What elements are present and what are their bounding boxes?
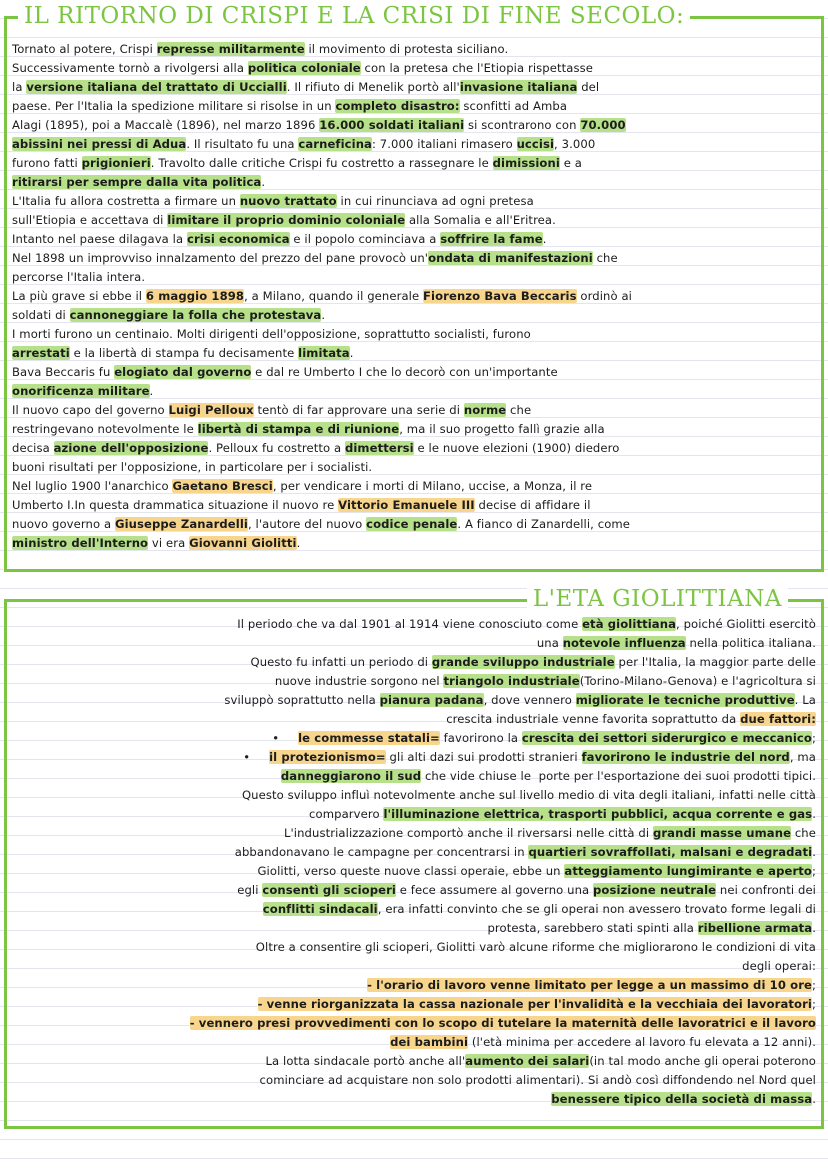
text-segment: e dal re Umberto I che lo decorò con un'importante [251, 365, 558, 379]
highlighted-text: crisi economica [186, 232, 290, 246]
highlighted-text: versione italiana del trattato di Uccialli [26, 80, 287, 94]
text-segment: decise di affidare il [474, 498, 591, 512]
highlighted-text: dimettersi [344, 441, 414, 455]
text-line [14, 729, 816, 748]
highlighted-text: Gaetano Bresci [172, 479, 273, 493]
text-line [12, 59, 816, 78]
highlighted-text: carneficina [298, 137, 372, 151]
text-line [12, 230, 816, 249]
text-segment: . Pelloux fu costretto a [208, 441, 345, 455]
text-segment: che [791, 826, 816, 840]
text-segment: , 3.000 [554, 137, 596, 151]
text-segment: • [272, 731, 299, 745]
text-segment: soldati di [12, 308, 70, 322]
highlighted-text: politica coloniale [247, 61, 361, 75]
text-segment: tentò di far approvare una serie di [253, 403, 464, 417]
text-segment: cominciare ad acquistare non solo prodotti alimentari). Si andò così diffondendo nel Nord quel [259, 1073, 816, 1087]
text-segment: e a [559, 156, 582, 170]
text-segment: ; [811, 731, 816, 745]
text-segment: . Il risultato fu una [186, 137, 299, 151]
text-segment: . [349, 346, 354, 360]
text-segment: (Torino-Milano-Genova) e l'agricoltura si [579, 674, 816, 688]
highlighted-text: favorirono le industrie del nord [581, 750, 790, 764]
highlighted-text: arrestati [12, 346, 70, 360]
text-segment: , ma [789, 750, 816, 764]
text-segment: con la pretesa che l'Etiopia rispettasse [360, 61, 594, 75]
highlighted-text: migliorate le tecniche produttive [575, 693, 795, 707]
text-line [12, 344, 816, 363]
text-line [14, 1090, 816, 1109]
text-segment: Umberto I.In questa drammatica situazione il nuovo re [12, 498, 339, 512]
text-segment: il movimento di protesta siciliano. [304, 42, 509, 56]
highlighted-text: azione dell'opposizione [53, 441, 209, 455]
highlighted-text: benessere tipico della società di massa [551, 1092, 813, 1106]
text-segment: , era infatti convinto che se gli operai non avessero trovato forme legali di [377, 902, 816, 916]
highlighted-text: Fiorenzo Bava Beccaris [423, 289, 577, 303]
highlighted-text: ministro dell'Interno [12, 536, 149, 550]
highlighted-text: nuovo trattato [239, 194, 337, 208]
text-segment: si scontrarono con [464, 118, 581, 132]
text-segment: , dove vennero [483, 693, 576, 707]
text-segment: alla Somalia e all'Eritrea. [405, 213, 556, 227]
text-line [14, 862, 816, 881]
text-line [12, 496, 816, 515]
highlighted-text: limitare il proprio dominio coloniale [167, 213, 406, 227]
text-segment: comparvero [309, 807, 384, 821]
text-segment: e le nuove elezioni (1900) diedero [413, 441, 620, 455]
highlighted-text: onorificenza militare [12, 384, 150, 398]
text-segment: ; [811, 864, 816, 878]
frame-dash [784, 599, 824, 602]
text-segment: . [149, 384, 154, 398]
text-segment: . [812, 921, 816, 935]
highlighted-text: conflitti sindacali [262, 902, 378, 916]
text-segment: percorse l'Italia intera. [12, 270, 146, 284]
text-line [14, 995, 816, 1014]
text-segment: , l'autore del nuovo [247, 517, 367, 531]
highlighted-text: cannoneggiare la folla che protestava [69, 308, 322, 322]
text-segment: Giolitti, verso queste nuove classi operaie, ebbe un [257, 864, 565, 878]
text-line [14, 786, 816, 805]
text-segment: (in tal modo anche gli operai poterono [589, 1054, 816, 1068]
text-line [12, 515, 816, 534]
text-segment: in cui rinunciava ad ogni pretesa [336, 194, 534, 208]
text-line [12, 135, 816, 154]
text-segment: e il popolo cominciava a [289, 232, 441, 246]
text-line [14, 748, 816, 767]
text-line [14, 691, 816, 710]
text-segment: La lotta sindacale portò anche all' [265, 1054, 466, 1068]
highlighted-text: danneggiarono il sud [280, 769, 422, 783]
highlighted-text: consentì gli scioperi [262, 883, 396, 897]
text-segment: del [577, 80, 600, 94]
highlighted-text: le commesse statali= [298, 731, 440, 745]
text-segment: Il periodo che va dal 1901 al 1914 viene conosciuto come [237, 617, 583, 631]
text-segment: degli operai: [742, 959, 816, 973]
text-segment: che vide chiuse le porte per l'esportazione dei suoi prodotti tipici. [421, 769, 816, 783]
text-segment: sull'Etiopia e accettava di [12, 213, 168, 227]
text-segment: Tornato al potere, Crispi [12, 42, 157, 56]
text-line [12, 78, 816, 97]
text-line [14, 615, 816, 634]
text-segment: . [261, 175, 266, 189]
text-line [14, 919, 816, 938]
text-line [12, 382, 816, 401]
text-segment: nuovo governo a [12, 517, 115, 531]
text-segment: Questo sviluppo influì notevolmente anche sul livello medio di vita degli italiani, infatti nelle città [241, 788, 816, 802]
text-line [12, 287, 816, 306]
text-segment: . [321, 308, 326, 322]
text-segment: . Travolto dalle critiche Crispi fu costretto a rassegnare le [150, 156, 493, 170]
text-segment: gli alti dazi sui prodotti stranieri [385, 750, 582, 764]
text-line [12, 363, 816, 382]
text-line [12, 420, 816, 439]
highlighted-text: ritirarsi per sempre dalla vita politica [12, 175, 262, 189]
highlighted-text: represse militarmente [156, 42, 305, 56]
highlighted-text: prigionieri [81, 156, 151, 170]
highlighted-text: pianura padana [379, 693, 484, 707]
text-segment: Oltre a consentire gli scioperi, Giolitti varò alcune riforme che migliorarono le condizioni di vita [255, 940, 816, 954]
highlighted-text: età giolittiana [582, 617, 677, 631]
text-line [12, 439, 816, 458]
highlighted-text: l'illuminazione elettrica, trasporti pubblici, acqua corrente e gas [383, 807, 813, 821]
text-segment: una [536, 636, 563, 650]
highlighted-text: codice penale [366, 517, 458, 531]
text-line [12, 116, 816, 135]
text-segment: e fece assumere al governo una [395, 883, 594, 897]
highlighted-text: Giovanni Giolitti [189, 536, 297, 550]
text-line [12, 534, 816, 553]
text-segment: Il nuovo capo del governo [12, 403, 169, 417]
highlighted-text: soffrire la fame [440, 232, 543, 246]
text-segment: restringevano notevolmente le [12, 422, 198, 436]
text-segment: ; [811, 997, 816, 1011]
text-segment: : 7.000 italiani rimasero [371, 137, 517, 151]
text-segment: , poiché Giolitti esercitò [676, 617, 816, 631]
text-line [14, 1071, 816, 1090]
text-segment: sconfitti ad Amba [459, 99, 568, 113]
text-segment: , ma il suo progetto fallì grazie alla [399, 422, 605, 436]
text-line [12, 401, 816, 420]
text-segment: Bava Beccaris fu [12, 365, 115, 379]
highlighted-text: elogiato dal governo [114, 365, 252, 379]
text-segment: vi era [148, 536, 190, 550]
highlighted-text: notevole influenza [562, 636, 686, 650]
highlighted-text: limitata [298, 346, 350, 360]
text-line [12, 249, 816, 268]
highlighted-text: ondata di manifestazioni [428, 251, 593, 265]
highlighted-text: - vennero presi provvedimenti con lo scopo di tutelare la maternità delle lavoratrici e il lavoro [189, 1016, 816, 1030]
text-line [14, 976, 816, 995]
text-segment: . [542, 232, 547, 246]
highlighted-text: grande sviluppo industriale [431, 655, 615, 669]
section-title-giolitti: L'ETA GIOLITTIANA [527, 586, 788, 612]
highlighted-text: atteggiamento lungimirante e aperto [564, 864, 812, 878]
highlighted-text: grandi masse umane [652, 826, 792, 840]
text-segment: • [243, 750, 270, 764]
text-segment: . [812, 845, 816, 859]
text-line [12, 477, 816, 496]
text-line [12, 458, 816, 477]
text-line [14, 710, 816, 729]
text-line [14, 767, 816, 786]
text-segment: protesta, sarebbero stati spinti alla [487, 921, 698, 935]
text-segment: egli [237, 883, 263, 897]
text-segment: buoni risultati per l'opposizione, in particolare per i socialisti. [12, 460, 373, 474]
highlighted-text: dei bambini [390, 1035, 469, 1049]
text-line [14, 653, 816, 672]
text-segment: che [592, 251, 618, 265]
text-segment: favorirono la [439, 731, 522, 745]
highlighted-text: aumento dei salari [465, 1054, 590, 1068]
text-segment: . La [794, 693, 816, 707]
text-line [14, 1033, 816, 1052]
text-segment: Successivamente tornò a rivolgersi alla [12, 61, 248, 75]
text-segment: per l'Italia, la maggior parte delle [614, 655, 816, 669]
highlighted-text: crescita dei settori siderurgico e meccanico [521, 731, 812, 745]
paragraph-crispi [12, 40, 816, 553]
text-segment: Nel 1898 un improvviso innalzamento del prezzo del pane provocò un' [12, 251, 429, 265]
text-segment: . A fianco di Zanardelli, come [457, 517, 631, 531]
text-segment: . [812, 807, 816, 821]
text-segment: , per vendicare i morti di Milano, uccise, a Monza, il re [272, 479, 593, 493]
highlighted-text: posizione neutrale [593, 883, 717, 897]
text-line [12, 325, 816, 344]
text-segment: ordinò ai [576, 289, 632, 303]
highlighted-text: - venne riorganizzata la cassa nazionale per l'invalidità e la vecchiaia dei lavoratori [257, 997, 812, 1011]
text-segment: . Il rifiuto di Menelik portò all' [286, 80, 460, 94]
text-line [12, 40, 816, 59]
text-segment: crescita industriale venne favorita soprattutto da [446, 712, 741, 726]
text-line [14, 824, 816, 843]
text-segment: , a Milano, quando il generale [244, 289, 424, 303]
text-line [14, 672, 816, 691]
text-line [12, 173, 816, 192]
text-line [14, 805, 816, 824]
text-segment: Alagi (1895), poi a Maccalè (1896), nel marzo 1896 [12, 118, 320, 132]
highlighted-text: - l'orario di lavoro venne limitato per legge a un massimo di 10 ore [367, 978, 812, 992]
highlighted-text: abissini nei pressi di Adua [12, 137, 187, 151]
text-segment: . [296, 536, 301, 550]
text-segment: L'industrializzazione comportò anche il riversarsi nelle città di [283, 826, 653, 840]
highlighted-text: quartieri sovraffollati, malsani e degradati [528, 845, 813, 859]
text-segment: L'Italia fu allora costretta a firmare un [12, 194, 240, 208]
highlighted-text: triangolo industriale [443, 674, 580, 688]
section-title-crispi: IL RITORNO DI CRISPI E LA CRISI DI FINE SECOLO: [18, 3, 690, 29]
text-segment: sviluppò soprattutto nella [224, 693, 380, 707]
text-segment: nella politica italiana. [685, 636, 816, 650]
text-line [14, 1052, 816, 1071]
highlighted-text: norme [463, 403, 507, 417]
highlighted-text: uccisi [516, 137, 555, 151]
text-segment: paese. Per l'Italia la spedizione militare si risolse in un [12, 99, 336, 113]
text-line [14, 938, 816, 957]
text-line [12, 211, 816, 230]
text-segment: che [506, 403, 532, 417]
text-line [12, 97, 816, 116]
text-segment: Questo fu infatti un periodo di [250, 655, 432, 669]
highlighted-text: 6 maggio 1898 [145, 289, 245, 303]
highlighted-text: completo disastro: [335, 99, 460, 113]
text-segment: furono fatti [12, 156, 82, 170]
text-line [14, 881, 816, 900]
highlighted-text: due fattori: [740, 712, 816, 726]
text-line [12, 154, 816, 173]
text-segment: abbandonavano le campagne per concentrarsi in [234, 845, 529, 859]
text-line [14, 843, 816, 862]
highlighted-text: Vittorio Emanuele III [338, 498, 475, 512]
text-line [12, 268, 816, 287]
highlighted-text: 16.000 soldati italiani [319, 118, 465, 132]
text-line [14, 900, 816, 919]
highlighted-text: invasione italiana [459, 80, 578, 94]
highlighted-text: dimissioni [492, 156, 560, 170]
paragraph-giolitti [14, 615, 816, 1109]
text-line [14, 1014, 816, 1033]
text-segment: decisa [12, 441, 54, 455]
text-segment: nei confronti dei [716, 883, 816, 897]
text-segment: Intanto nel paese dilagava la [12, 232, 187, 246]
highlighted-text: 70.000 [580, 118, 626, 132]
text-line [14, 957, 816, 976]
text-line [14, 634, 816, 653]
text-segment: e la libertà di stampa fu decisamente [69, 346, 299, 360]
text-segment: ; [811, 978, 816, 992]
text-line [12, 306, 816, 325]
text-line [12, 192, 816, 211]
text-segment: Nel luglio 1900 l'anarchico [12, 479, 173, 493]
text-segment: I morti furono un centinaio. Molti dirigenti dell'opposizione, soprattutto socialisti, furono [12, 327, 531, 341]
text-segment: (l'età minima per accedere al lavoro fu elevata a 12 anni). [468, 1035, 816, 1049]
text-segment: . [812, 1092, 816, 1106]
text-segment: la [12, 80, 27, 94]
text-segment: La più grave si ebbe il [12, 289, 146, 303]
highlighted-text: il protezionismo= [269, 750, 386, 764]
highlighted-text: Giuseppe Zanardelli [114, 517, 248, 531]
text-segment: nuove industrie sorgono nel [274, 674, 444, 688]
highlighted-text: libertà di stampa e di riunione [197, 422, 400, 436]
highlighted-text: Luigi Pelloux [168, 403, 254, 417]
highlighted-text: ribellione armata [697, 921, 813, 935]
